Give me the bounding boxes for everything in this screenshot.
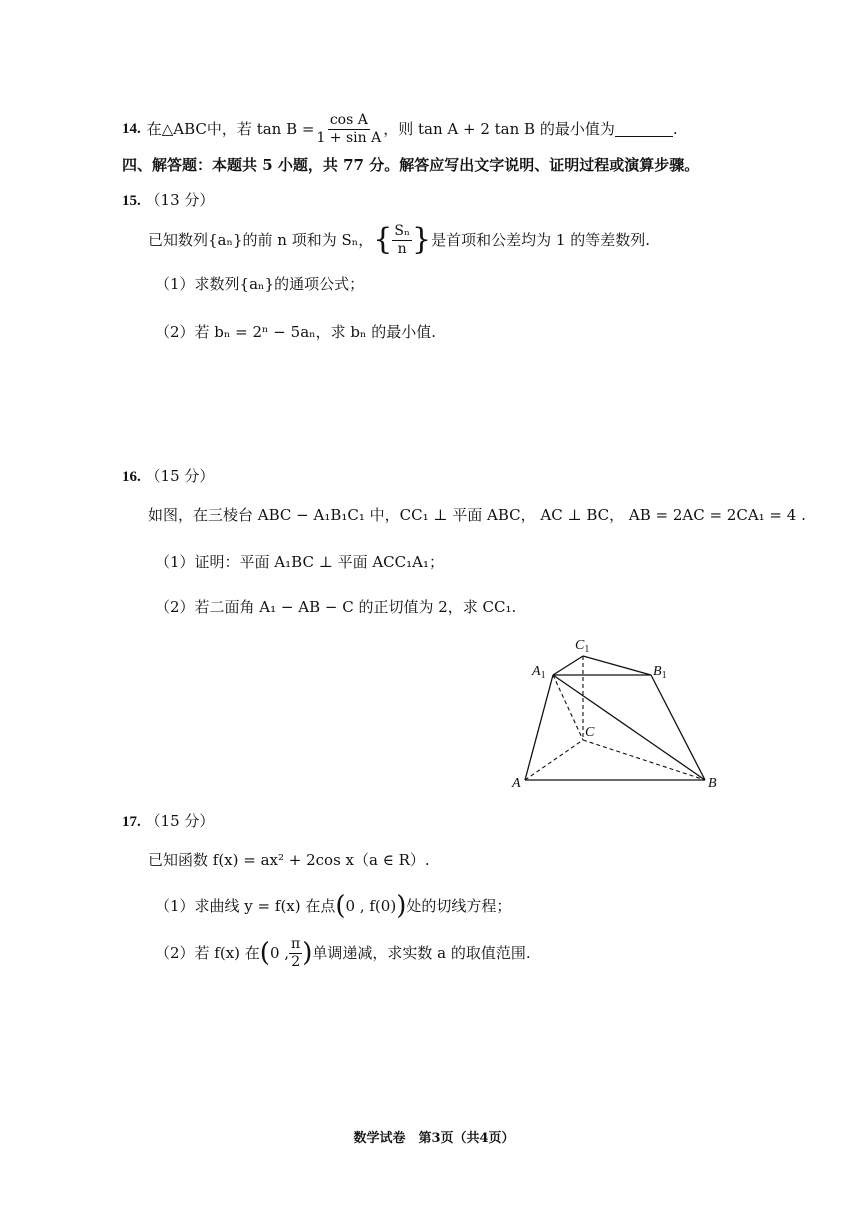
- label-C1: $C_1$: [575, 638, 590, 655]
- q15-number: 15.: [122, 193, 141, 209]
- answer-blank[interactable]: [615, 122, 673, 137]
- q17-part2-b: 单调递减，求实数 a 的取值范围.: [312, 944, 531, 962]
- q17-part2-a: （2）若 f(x) 在: [155, 944, 260, 962]
- label-A1: $A_1$: [532, 664, 546, 681]
- paren-right-2: ): [302, 938, 313, 968]
- q17-part2-left: 0 ,: [269, 944, 290, 962]
- q16-part1: （1）证明：平面 A₁BC ⊥ 平面 ACC₁A₁；: [155, 553, 444, 571]
- q14-text-1: 在: [146, 120, 162, 138]
- q15-header: [122, 190, 214, 211]
- q17-header: [122, 811, 214, 832]
- label-A: A: [512, 776, 521, 791]
- edge-A1B: [553, 675, 705, 780]
- edge-A1C1: [553, 656, 583, 675]
- q17-number: 17.: [122, 814, 141, 830]
- q15-frac-num: Sₙ: [394, 222, 411, 239]
- q15-part2: （2）若 bₙ = 2ⁿ − 5aₙ，求 bₙ 的最小值.: [155, 323, 437, 341]
- label-C: C: [585, 725, 595, 740]
- q15-frac-den: n: [397, 240, 407, 257]
- edge-BB1: [651, 675, 705, 780]
- q16-number: 16.: [122, 469, 141, 485]
- q14-frac-num: cos A: [329, 111, 368, 128]
- q17-part1-point: 0 , f(0): [345, 897, 397, 915]
- q14-frac-den: 1 + sin A: [316, 129, 382, 146]
- label-B: B: [708, 776, 717, 791]
- q16-stem: 如图，在三棱台 ABC − A₁B₁C₁ 中，CC₁ ⊥ 平面 ABC， AC ⊥ BC， AB = 2AC = 2CA₁ = 4 .: [148, 506, 806, 524]
- q14-triangle: △ABC: [161, 120, 207, 138]
- q17-frac-num: π: [291, 935, 301, 952]
- label-B1: $B_1$: [653, 664, 667, 681]
- q16-header: [122, 466, 214, 487]
- q15-stem-2: 是首项和公差均为 1 的等差数列.: [431, 231, 650, 249]
- q17-part2: [155, 933, 531, 973]
- q15-points: （13 分）: [145, 191, 215, 209]
- q14-period: .: [672, 120, 678, 138]
- q17-stem: 已知函数 f(x) = ax² + 2cos x（a ∈ R）.: [148, 851, 430, 869]
- q14-number: 14.: [122, 121, 141, 137]
- q15-stem: [148, 219, 650, 261]
- q15-part1: （1）求数列{aₙ}的通项公式；: [155, 275, 365, 293]
- paren-left: (: [335, 891, 346, 921]
- section-4-heading: 四、解答题：本题共 5 小题，共 77 分。解答应写出文字说明、证明过程或演算步骤。: [122, 156, 700, 174]
- q17-pi-fraction: [289, 936, 302, 971]
- edge-C1B1: [583, 656, 651, 675]
- q17-frac-den: 2: [291, 953, 301, 970]
- q15-stem-1: 已知数列{aₙ}的前 n 项和为 Sₙ，: [148, 231, 374, 249]
- paren-left-2: (: [259, 938, 270, 968]
- q14-text-3: ，则 tan A + 2 tan B 的最小值为: [383, 120, 615, 138]
- brace-right: }: [412, 222, 432, 257]
- q14-fraction: [314, 112, 383, 147]
- frustum-figure: [505, 635, 735, 795]
- q17-part1: [155, 892, 511, 920]
- edge-CB: [583, 740, 705, 780]
- q14-text-2: 中，若 tan B =: [206, 120, 315, 138]
- q17-points: （15 分）: [145, 812, 215, 830]
- page-footer: 数学试卷 第3页（共4页）: [353, 1131, 515, 1146]
- q17-part1-b: 处的切线方程；: [406, 897, 512, 915]
- q15-fraction: [392, 223, 412, 258]
- q14-line: [122, 111, 678, 147]
- q17-part1-a: （1）求曲线 y = f(x) 在点: [155, 897, 336, 915]
- paren-right: ): [396, 891, 407, 921]
- brace-left: {: [373, 222, 393, 257]
- q16-points: （15 分）: [145, 467, 215, 485]
- q16-part2: （2）若二面角 A₁ − AB − C 的正切值为 2，求 CC₁.: [155, 598, 517, 616]
